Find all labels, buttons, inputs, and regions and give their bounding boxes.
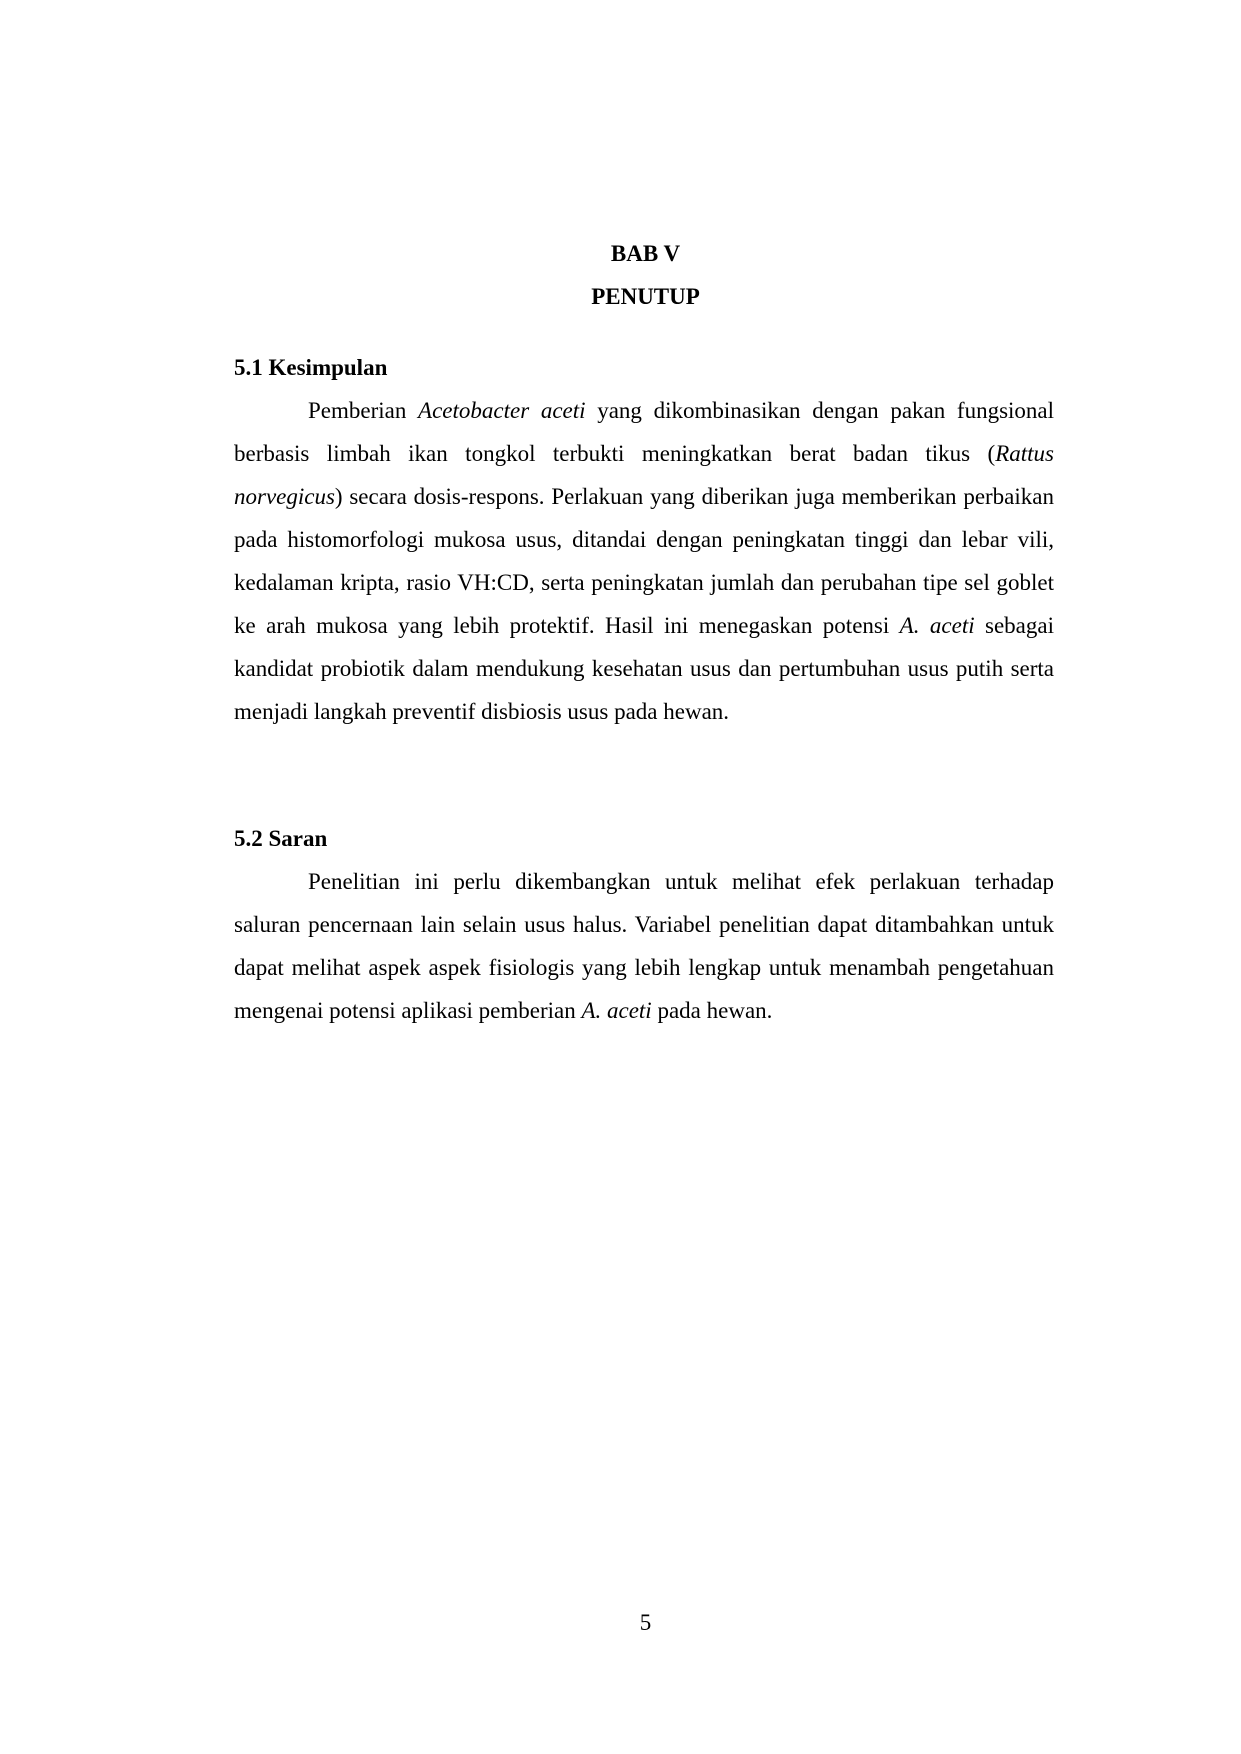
- paragraph-run-italic: A. aceti: [899, 613, 975, 638]
- section-heading: 5.2 Saran: [234, 826, 328, 851]
- paragraph-run: Pemberian: [308, 398, 419, 423]
- section-saran: [234, 817, 1054, 1032]
- paragraph-run: sebagai kandidat probiotik dalam mendukung kesehatan usus dan pertumbuhan usus putih serta menjadi langkah preventif disbiosis usus pada hewan.: [234, 613, 1054, 724]
- paragraph-run: yang dikombinasikan dengan pakan fungsional berbasis limbah ikan tongkol terbukti meningkatkan berat badan tikus (: [234, 398, 1055, 466]
- section-kesimpulan: [234, 346, 1054, 733]
- paragraph-run: Penelitian ini perlu dikembangkan untuk melihat efek perlakuan terhadap saluran pencernaan lain selain usus halus. Variabel penelitian dapat ditambahkan untuk dapat melihat aspek aspek fisiologis yang lebih lengkap untuk menambah pengetahuan mengenai potensi aplikasi pemberian: [234, 869, 1054, 1023]
- chapter-title: PENUTUP: [591, 284, 700, 309]
- page-number: 5: [639, 1610, 652, 1635]
- chapter-number: BAB V: [610, 241, 681, 266]
- paragraph-run: ) secara dosis-respons. Perlakuan yang diberikan juga memberikan perbaikan pada histomorfologi mukosa usus, ditandai dengan peningkatan tinggi dan lebar vili, kedalaman kripta, rasio VH:CD, serta peningkatan jumlah dan perubahan tipe sel goblet ke arah mukosa yang lebih protektif. Hasil ini menegaskan potensi: [234, 484, 1054, 638]
- chapter-header: [0, 232, 1241, 318]
- section-heading: 5.1 Kesimpulan: [234, 355, 388, 380]
- paragraph-run-italic: A. aceti: [581, 998, 652, 1023]
- paragraph-run: pada hewan.: [651, 998, 773, 1023]
- paragraph-run-italic: Acetobacter aceti: [418, 398, 586, 423]
- section-paragraph: [234, 860, 1054, 1032]
- section-paragraph: [234, 389, 1054, 733]
- paragraph-run-italic: Rattus norvegicus: [234, 441, 1054, 509]
